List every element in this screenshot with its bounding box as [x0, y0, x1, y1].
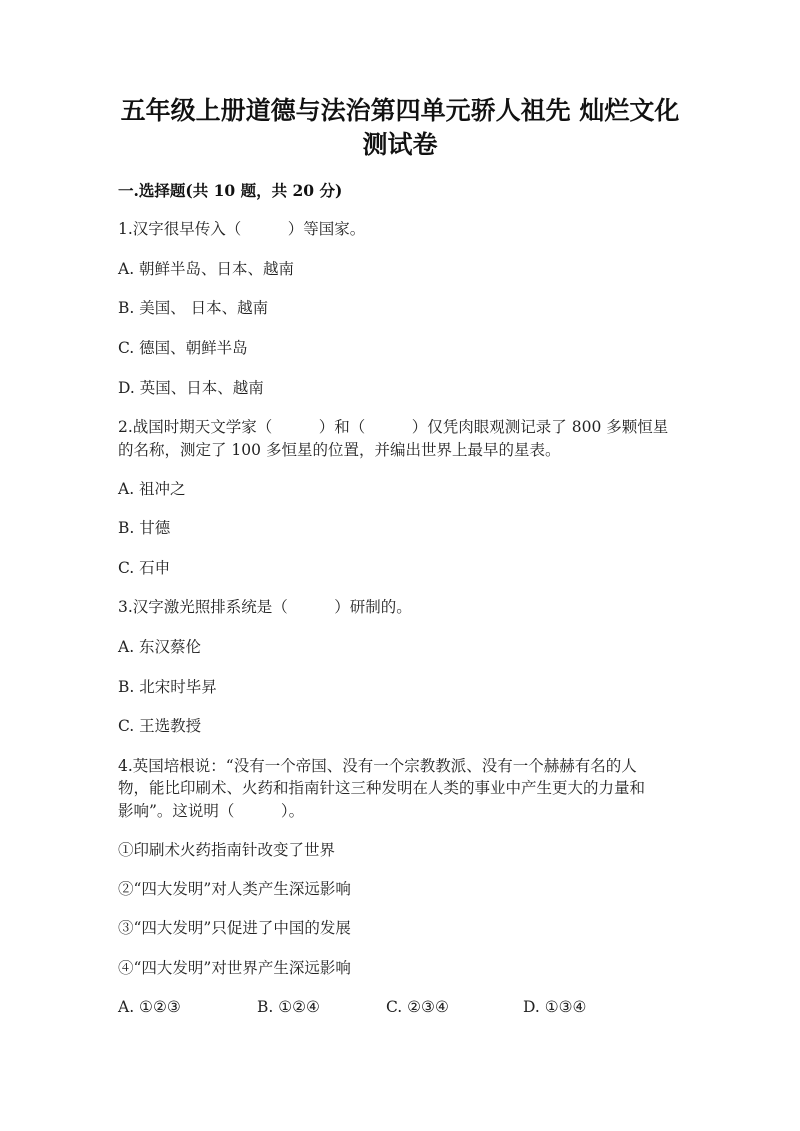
- question-4-option-b: B. ①②④: [257, 998, 320, 1016]
- question-4-options: [118, 996, 718, 1018]
- question-4-stem-line-2: 物，能比印刷术、火药和指南针这三种发明在人类的事业中产生更大的力量和: [118, 779, 646, 797]
- question-4-option-a: A. ①②③: [118, 998, 181, 1016]
- question-4-statement-4: ④“四大发明”对世界产生深远影响: [118, 959, 351, 977]
- question-1-stem: 1.汉字很早传入（ ）等国家。: [118, 220, 366, 238]
- page-title-line-2: 测试卷: [362, 130, 438, 159]
- question-2-option-c: C. 石申: [118, 559, 171, 577]
- question-1-option-c: C. 德国、朝鲜半岛: [118, 339, 248, 357]
- page-title-line-1: 五年级上册道德与法治第四单元骄人祖先 灿烂文化: [120, 96, 680, 125]
- question-1-option-d: D. 英国、日本、越南: [118, 379, 264, 397]
- question-2-option-a: A. 祖冲之: [118, 480, 186, 498]
- question-3-stem: 3.汉字激光照排系统是（ ）研制的。: [118, 598, 412, 616]
- question-4-stem-line-3: 影响”。这说明（ ）。: [118, 802, 305, 820]
- question-3-option-a: A. 东汉蔡伦: [118, 638, 202, 656]
- question-4-statement-1: ①印刷术火药指南针改变了世界: [118, 841, 336, 859]
- question-4-statement-2: ②“四大发明”对人类产生深远影响: [118, 880, 351, 898]
- question-4-option-d: D. ①③④: [523, 998, 587, 1016]
- section-heading: 一.选择题(共 10 题，共 20 分): [118, 181, 343, 200]
- question-4-statement-3: ③“四大发明”只促进了中国的发展: [118, 919, 351, 937]
- question-4-option-c: C. ②③④: [386, 998, 449, 1016]
- question-3-option-c: C. 王选教授: [118, 717, 202, 735]
- question-4-stem-line-1: 4.英国培根说：“没有一个帝国、没有一个宗教教派、没有一个赫赫有名的人: [118, 757, 637, 775]
- question-2-stem-line-1: 2.战国时期天文学家（ ）和（ ）仅凭肉眼观测记录了 800 多颗恒星: [118, 418, 669, 436]
- question-1-option-b: B. 美国、 日本、越南: [118, 299, 269, 317]
- question-2-stem-line-2: 的名称，测定了 100 多恒星的位置，并编出世界上最早的星表。: [118, 441, 561, 459]
- question-1-option-a: A. 朝鲜半岛、日本、越南: [118, 260, 295, 278]
- question-3-option-b: B. 北宋时毕昇: [118, 678, 217, 696]
- question-2-option-b: B. 甘德: [118, 519, 171, 537]
